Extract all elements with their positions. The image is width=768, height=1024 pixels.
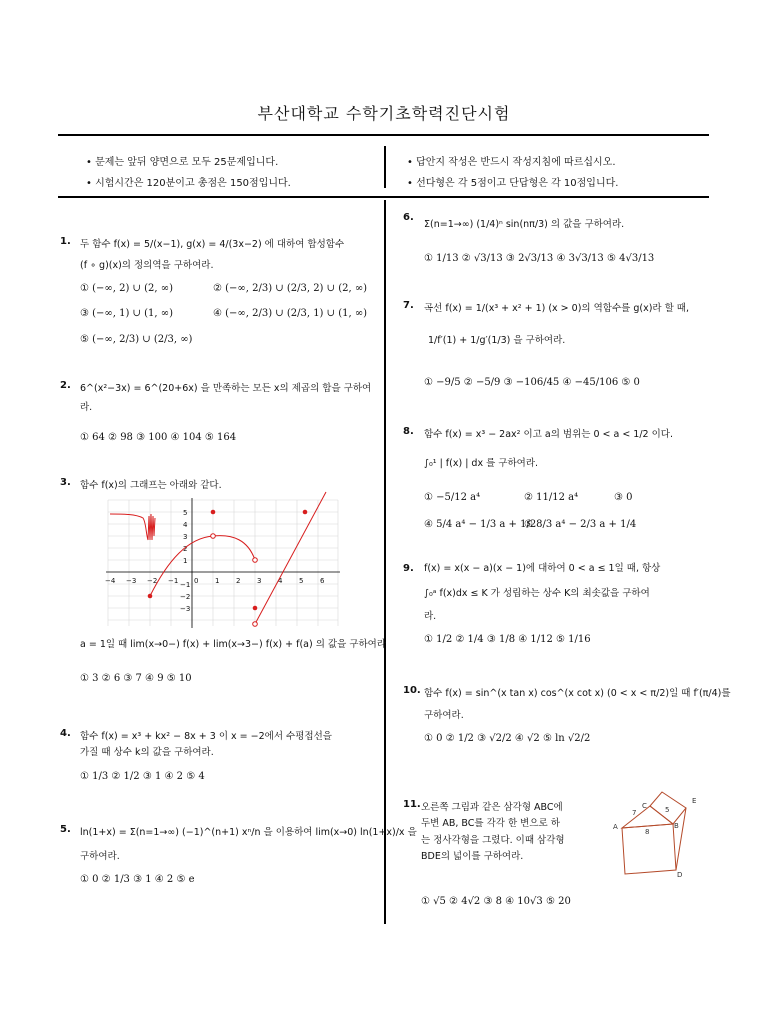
y-tick-label: 1 — [183, 557, 188, 565]
notice-left-2: • 시험시간은 120분이고 총점은 150점입니다. — [86, 178, 291, 189]
q9-number: 9. — [403, 563, 414, 574]
q5-text-2: 구하여라. — [80, 851, 120, 862]
point-closed — [148, 594, 153, 599]
column-divider — [384, 200, 386, 924]
q7-text-2: 1/f′(1) + 1/g′(1/3) 을 구하여라. — [428, 335, 566, 346]
q4-number: 4. — [60, 728, 71, 739]
q8-text-1: 함수 f(x) = x³ − 2ax² 이고 a의 범위는 0 < a < 1/2 이다. — [424, 429, 673, 440]
q6-number: 6. — [403, 212, 414, 223]
label-a: A — [613, 823, 618, 831]
q11-figure — [610, 790, 710, 880]
q7-choices[interactable]: ① −9/5 ② −5/9 ③ −106/45 ④ −45/106 ⑤ 0 — [424, 377, 640, 388]
label-e: E — [692, 797, 697, 805]
label-seven: 7 — [632, 809, 637, 817]
q9-choices[interactable]: ① 1/2 ② 1/4 ③ 1/8 ④ 1/12 ⑤ 1/16 — [424, 634, 591, 645]
q10-text-2: 구하여라. — [424, 710, 464, 721]
q8-text-2: ∫₀¹ | f(x) | dx 를 구하여라. — [424, 458, 539, 469]
q3-choices[interactable]: ① 3 ② 6 ③ 7 ④ 9 ⑤ 10 — [80, 673, 192, 684]
q5-choices[interactable]: ① 0 ② 1/3 ③ 1 ④ 2 ⑤ e — [80, 874, 195, 885]
label-c: C — [642, 802, 647, 810]
q4-choices[interactable]: ① 1/3 ② 1/2 ③ 1 ④ 2 ⑤ 4 — [80, 771, 205, 782]
q11-line-3: 는 정사각형을 그렸다. 이때 삼각형 — [421, 835, 565, 846]
notice-right-1: • 답안지 작성은 반드시 작성지침에 따르십시오. — [407, 157, 616, 168]
q8-choice-1[interactable]: ① −5/12 a⁴ — [424, 492, 481, 503]
x-tick-label: 4 — [278, 577, 283, 585]
x-tick-label: −4 — [105, 577, 116, 585]
q9-text-2: ∫₀ᵃ f(x)dx ≤ K 가 성립하는 상수 K의 최솟값을 구하여 — [424, 588, 650, 599]
q8-choice-5[interactable]: ⑤ 8/3 a⁴ − 2/3 a + 1/4 — [524, 519, 637, 530]
q1-choice-4[interactable]: ④ (−∞, 2/3) ∪ (2/3, 1) ∪ (1, ∞) — [213, 308, 368, 319]
y-tick-label: −3 — [180, 605, 191, 613]
q6-text-1: Σ(n=1→∞) (1/4)ⁿ sin(nπ/3) 의 값을 구하여라. — [424, 219, 625, 230]
q6-choices[interactable]: ① 1/13 ② √3/13 ③ 2√3/13 ④ 3√3/13 ⑤ 4√3/13 — [424, 253, 655, 264]
q2-text-1: 6^(x²−3x) = 6^(20+6x) 을 만족하는 모든 x의 제곱의 합을 구하여 — [80, 383, 372, 394]
q8-number: 8. — [403, 426, 414, 437]
x-tick-label: 1 — [215, 577, 220, 585]
point-closed — [303, 510, 308, 515]
q1-choice-1[interactable]: ① (−∞, 2) ∪ (2, ∞) — [80, 283, 173, 294]
point-open — [211, 534, 216, 539]
q1-choice-2[interactable]: ② (−∞, 2/3) ∪ (2/3, 2) ∪ (2, ∞) — [213, 283, 368, 294]
x-tick-label: 2 — [236, 577, 241, 585]
top-divider — [58, 134, 709, 136]
q8-choice-3[interactable]: ③ 0 — [614, 492, 633, 503]
q10-text-1: 함수 f(x) = sin^(x tan x) cos^(x cot x) (0 < x < π/2)일 때 f′(π/4)를 — [424, 688, 731, 699]
q1-choice-3[interactable]: ③ (−∞, 1) ∪ (1, ∞) — [80, 308, 173, 319]
q11-choices[interactable]: ① √5 ② 4√2 ③ 8 ④ 10√3 ⑤ 20 — [421, 896, 571, 907]
q3-text-1: 함수 f(x)의 그래프는 아래와 같다. — [80, 480, 222, 491]
y-tick-label: 3 — [183, 533, 188, 541]
q1-text-1: 두 함수 f(x) = 5/(x−1), g(x) = 4/(3x−2) 에 대하여 합성함수 — [80, 239, 345, 250]
q9-text-3: 라. — [424, 611, 437, 622]
label-five: 5 — [665, 806, 670, 814]
graph-grid — [108, 500, 338, 626]
q5-number: 5. — [60, 824, 71, 835]
q3-graph — [98, 490, 348, 630]
q7-number: 7. — [403, 300, 414, 311]
x-tick-label: 6 — [320, 577, 325, 585]
q7-text-1: 곡선 f(x) = 1/(x³ + x² + 1) (x > 0)의 역함수를 g(x)라 할 때, — [424, 303, 689, 314]
q9-text-1: f(x) = x(x − a)(x − 1)에 대하여 0 < a ≤ 1일 때, 항상 — [424, 563, 661, 574]
q11-line-4: BDE의 넓이를 구하여라. — [421, 851, 524, 862]
q11-line-2: 두변 AB, BC를 각각 한 변으로 하 — [421, 818, 560, 829]
x-tick-label: −3 — [126, 577, 137, 585]
point-open — [253, 558, 258, 563]
q2-choices[interactable]: ① 64 ② 98 ③ 100 ④ 104 ⑤ 164 — [80, 432, 237, 443]
q3-number: 3. — [60, 477, 71, 488]
x-tick-label: −1 — [168, 577, 179, 585]
x-tick-label: 0 — [194, 577, 199, 585]
y-tick-label: 5 — [183, 509, 188, 517]
q11-line-1: 오른쪽 그림과 같은 삼각형 ABC에 — [421, 802, 563, 813]
q1-text-2: (f ∘ g)(x)의 정의역을 구하여라. — [80, 260, 214, 271]
graph-curve — [150, 536, 255, 596]
notice-right-2: • 선다형은 각 5점이고 단답형은 각 10점입니다. — [407, 178, 619, 189]
q2-text-2: 라. — [80, 402, 93, 413]
x-tick-label: 3 — [257, 577, 262, 585]
q5-text-1: ln(1+x) = Σ(n=1→∞) (−1)^(n+1) xⁿ/n 을 이용하여 lim(x→0) ln(1+x)/x 을 — [80, 827, 417, 838]
q8-choice-4[interactable]: ④ 5/4 a⁴ − 1/3 a + 1/2 — [424, 519, 537, 530]
q4-text-1: 함수 f(x) = x³ + kx² − 8x + 3 이 x = −2에서 수평접선을 — [80, 731, 332, 742]
q3-text-2: a = 1일 때 lim(x→0−) f(x) + lim(x→3−) f(x) + f(a) 의 값을 구하여라 — [80, 639, 386, 650]
segment-ed — [676, 808, 686, 870]
q2-number: 2. — [60, 380, 71, 391]
label-b: B — [674, 822, 679, 830]
notice-divider — [58, 196, 709, 198]
y-tick-label: 4 — [183, 521, 188, 529]
q1-choice-5[interactable]: ⑤ (−∞, 2/3) ∪ (2/3, ∞) — [80, 334, 193, 345]
label-eight: 8 — [645, 828, 650, 836]
q11-number: 11. — [403, 799, 421, 810]
x-tick-label: 5 — [299, 577, 304, 585]
q10-choices[interactable]: ① 0 ② 1/2 ③ √2/2 ④ √2 ⑤ ln √2/2 — [424, 733, 591, 744]
point-open — [253, 622, 258, 627]
y-tick-label: −1 — [180, 581, 191, 589]
notice-column-divider — [384, 146, 386, 188]
point-closed — [211, 510, 216, 515]
page-title: 부산대학교 수학기초학력진단시험 — [257, 104, 511, 123]
q10-number: 10. — [403, 685, 421, 696]
label-d: D — [677, 871, 683, 879]
x-tick-label: −2 — [147, 577, 158, 585]
y-tick-labels — [180, 509, 190, 613]
q4-text-2: 가질 때 상수 k의 값을 구하여라. — [80, 747, 214, 758]
y-tick-label: 2 — [183, 545, 188, 553]
q1-number: 1. — [60, 236, 71, 247]
q8-choice-2[interactable]: ② 11/12 a⁴ — [524, 492, 579, 503]
notice-left-1: • 문제는 앞뒤 양면으로 모두 25문제입니다. — [86, 157, 279, 168]
y-tick-label: −2 — [180, 593, 191, 601]
point-closed — [253, 606, 258, 611]
